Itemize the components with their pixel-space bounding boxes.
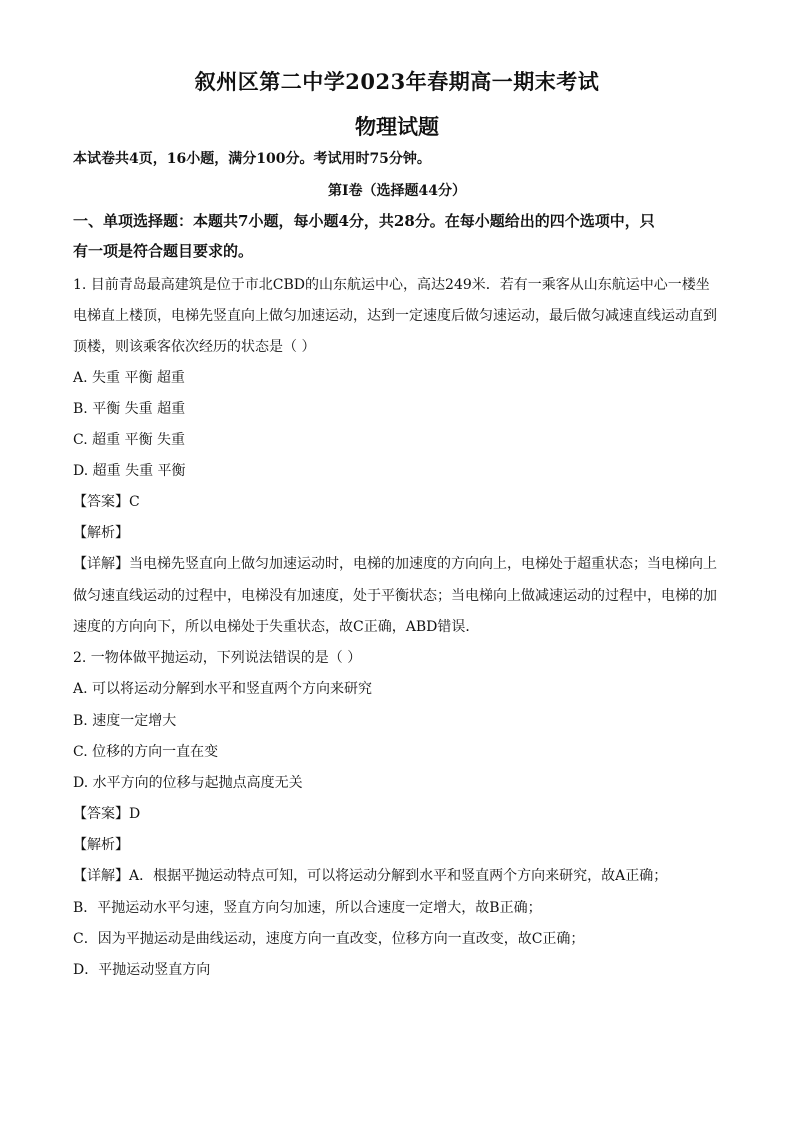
q2-detail-line-3: C．因为平抛运动是曲线运动，速度方向一直改变，位移方向一直改变，故C正确； xyxy=(73,931,585,947)
section-heading-line-2: 有一项是符合题目要求的。 xyxy=(73,242,254,260)
q2-option-c: C. 位移的方向一直在变 xyxy=(73,744,219,760)
q1-detail-line-3: 速度的方向向下，所以电梯处于失重状态，故C正确，ABD错误． xyxy=(73,619,480,635)
q1-option-c: C. 超重 平衡 失重 xyxy=(73,432,186,448)
q1-stem-line-1: 1. 目前青岛最高建筑是位于市北CBD的山东航运中心，高达249米．若有一乘客从山东航运中心一楼坐 xyxy=(73,277,710,293)
q2-stem: 2. 一物体做平抛运动，下列说法错误的是（ ） xyxy=(73,650,362,666)
q2-answer: 【答案】D xyxy=(73,806,141,822)
q2-detail-line-1: 【详解】A．根据平抛运动特点可知，可以将运动分解到水平和竖直两个方向来研究，故A正确； xyxy=(73,868,668,884)
part-title: 第Ⅰ卷（选择题44分） xyxy=(327,183,467,199)
q2-analysis-label: 【解析】 xyxy=(73,837,129,853)
q1-option-d: D. 超重 失重 平衡 xyxy=(73,463,186,479)
q1-option-a: A. 失重 平衡 超重 xyxy=(73,370,185,386)
q1-answer: 【答案】C xyxy=(73,494,140,510)
q2-option-b: B. 速度一定增大 xyxy=(73,713,177,729)
q1-analysis-label: 【解析】 xyxy=(73,525,129,541)
subject-title: 物理试题 xyxy=(355,114,439,139)
exam-title: 叙州区第二中学2023年春期高一期末考试 xyxy=(194,69,600,94)
q1-detail-line-2: 做匀速直线运动的过程中，电梯没有加速度，处于平衡状态；当电梯向上做减速运动的过程中，电梯的加 xyxy=(73,588,717,604)
q2-option-d: D. 水平方向的位移与起抛点高度无关 xyxy=(73,775,303,791)
q1-detail-line-1: 【详解】当电梯先竖直向上做匀加速运动时，电梯的加速度的方向向上，电梯处于超重状态；当电梯向上 xyxy=(73,556,717,572)
q1-stem-line-2: 电梯直上楼顶，电梯先竖直向上做匀加速运动，达到一定速度后做匀速运动，最后做匀减速直线运动直到 xyxy=(73,308,717,324)
q1-option-b: B. 平衡 失重 超重 xyxy=(73,401,186,417)
exam-intro: 本试卷共4页，16小题，满分100分。考试用时75分钟。 xyxy=(73,151,431,167)
section-heading-line-1: 一、单项选择题：本题共7小题，每小题4分，共28分。在每小题给出的四个选项中，只 xyxy=(73,212,655,230)
q1-stem-line-3: 顶楼，则该乘客依次经历的状态是（ ） xyxy=(73,339,316,355)
q2-detail-line-2: B．平抛运动水平匀速，竖直方向匀加速，所以合速度一定增大，故B正确； xyxy=(73,900,542,916)
q2-option-a: A. 可以将运动分解到水平和竖直两个方向来研究 xyxy=(73,681,373,697)
q2-detail-line-4: D．平抛运动竖直方向 xyxy=(73,962,211,978)
